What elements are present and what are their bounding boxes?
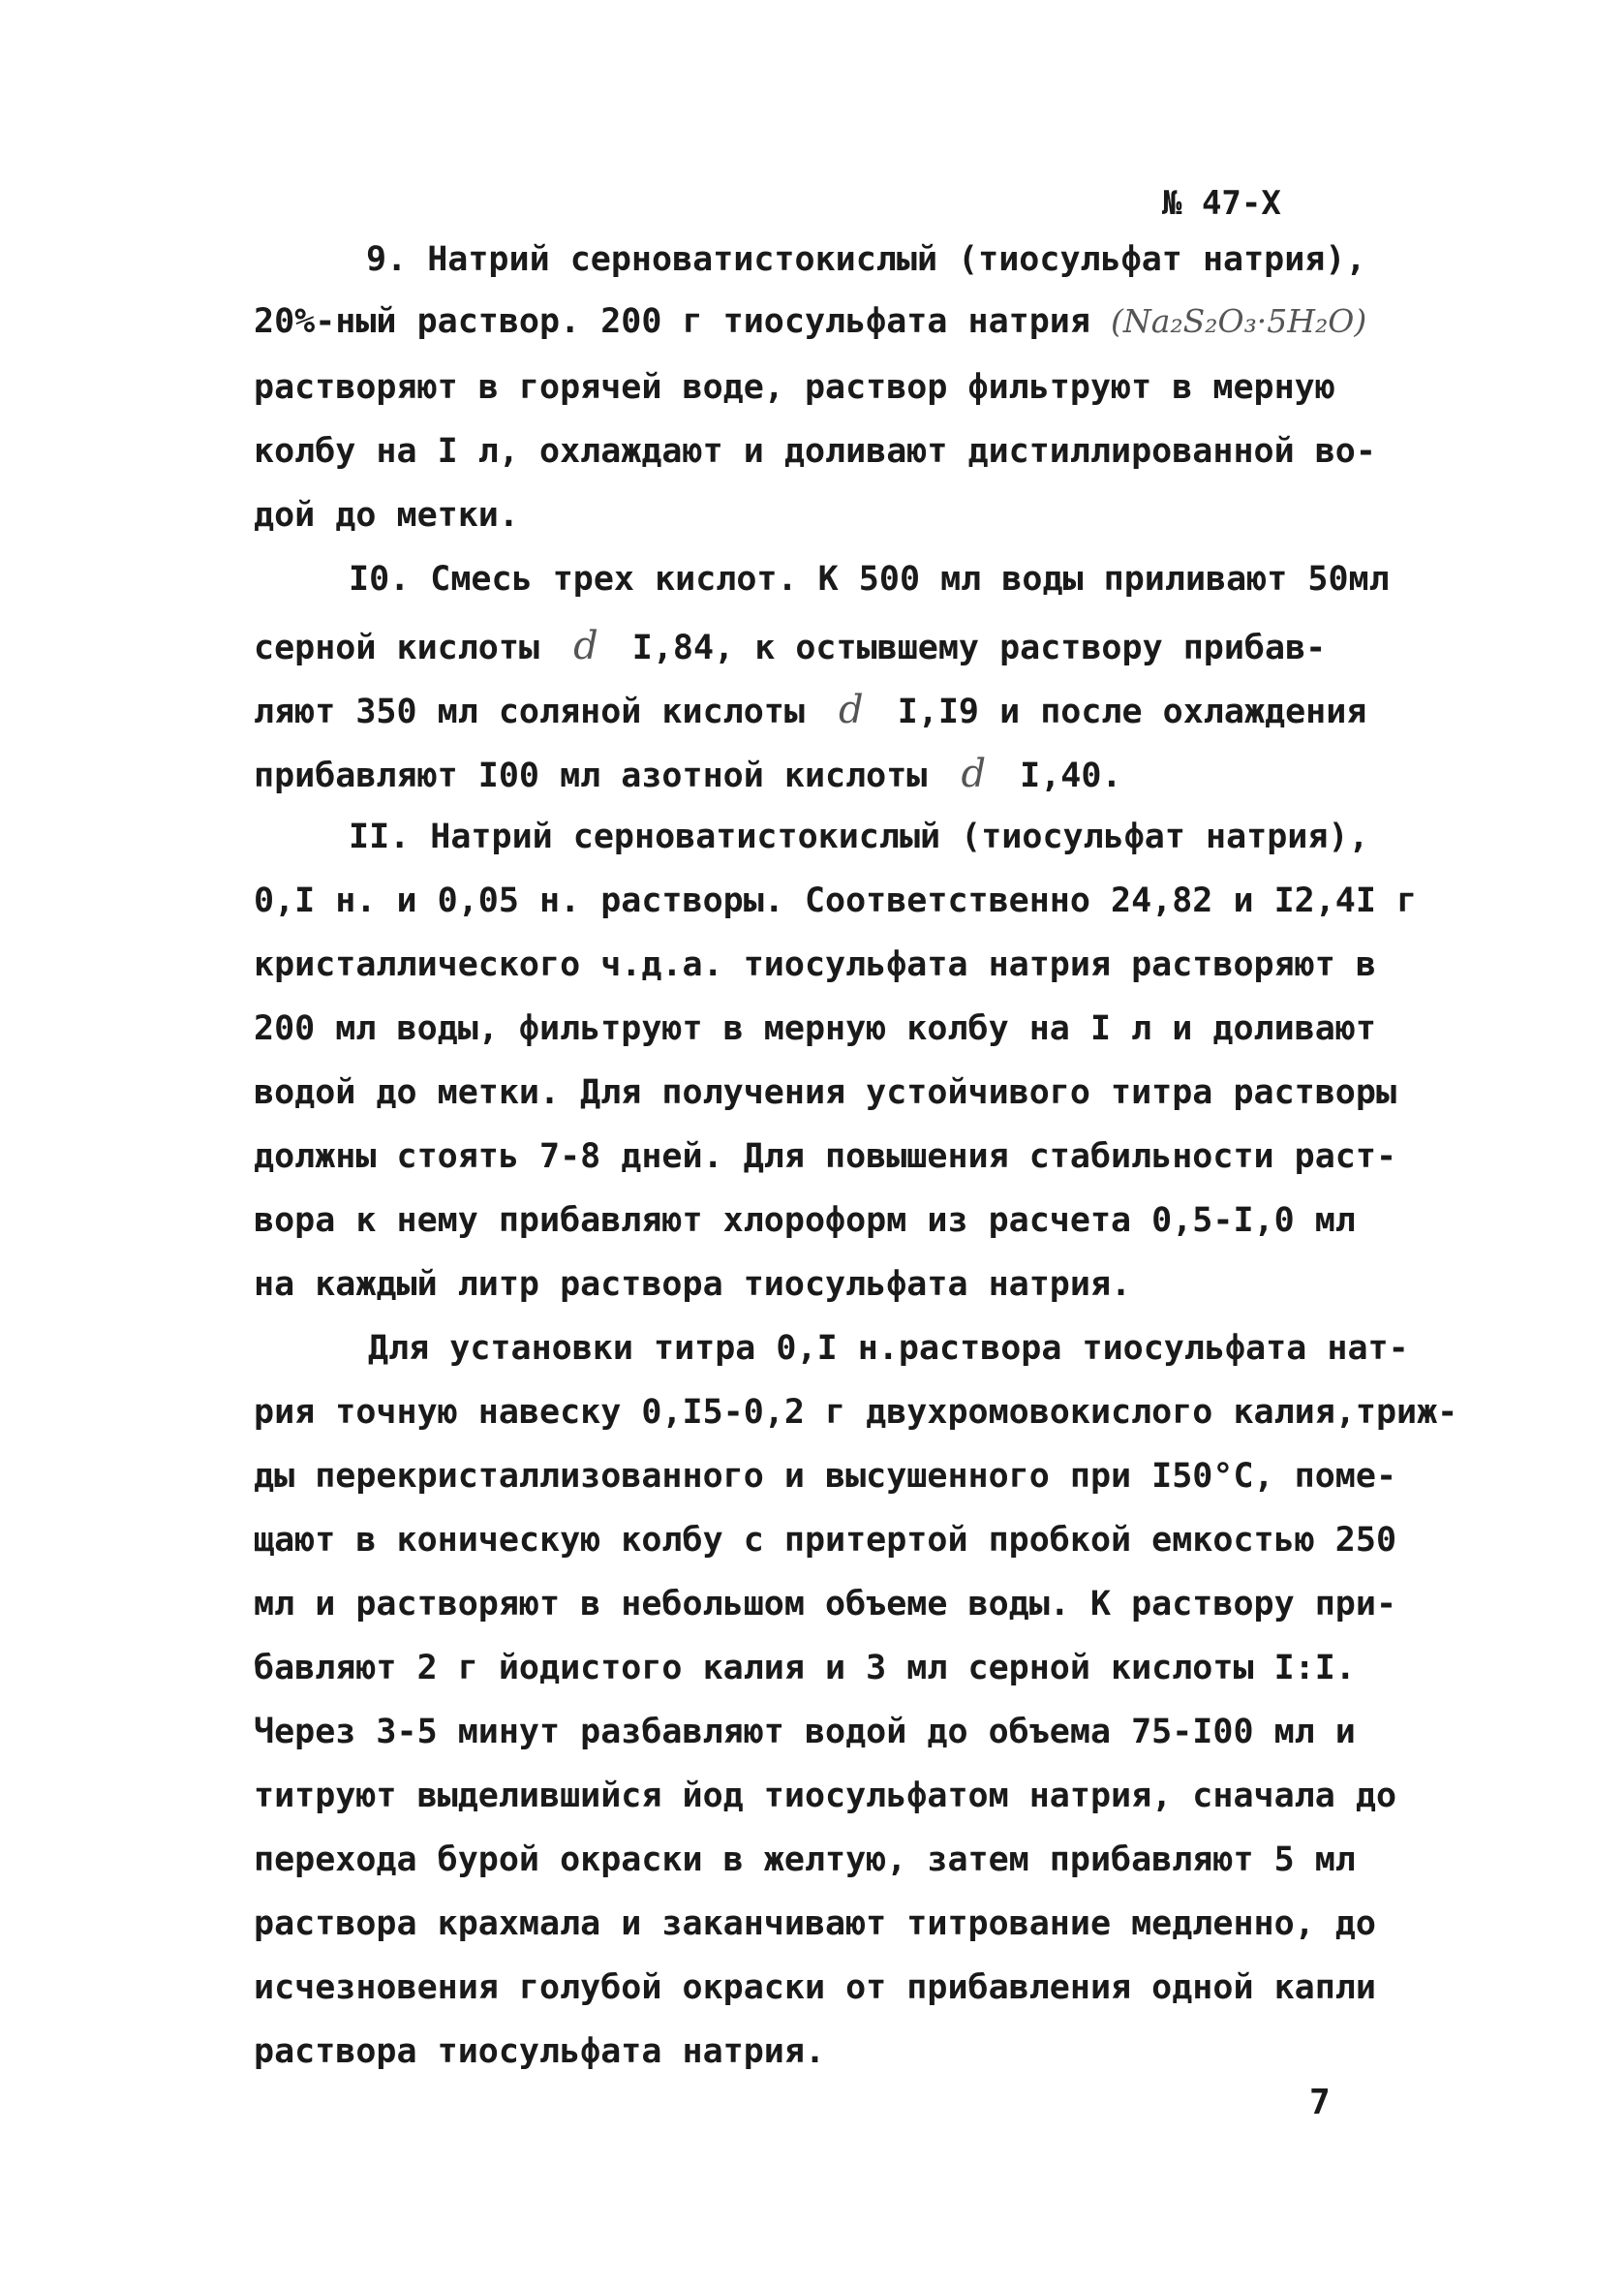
paragraph-9-line-3: растворяют в горячей воде, раствор фильтруют в мерную bbox=[254, 368, 1335, 407]
paragraph-10-line-2 bbox=[254, 624, 1326, 668]
paragraph-10-line-3-text-a: ляют 350 мл соляной кислоты bbox=[254, 693, 805, 731]
paragraph-12-line-4: щают в коническую колбу с притертой пробкой емкостью 250 bbox=[254, 1521, 1397, 1560]
paragraph-11-line-4: 200 мл воды, фильтруют в мерную колбу на I л и доливают bbox=[254, 1009, 1376, 1048]
paragraph-10-line-3 bbox=[254, 688, 1366, 732]
paragraph-10-line-3-text-b: I,I9 и после охлаждения bbox=[897, 693, 1367, 731]
paragraph-11-line-1: II. Натрий серноватистокислый (тиосульфат натрия), bbox=[349, 818, 1369, 856]
paragraph-11-line-3: кристаллического ч.д.а. тиосульфата натрия растворяют в bbox=[254, 945, 1376, 984]
paragraph-9-line-4: колбу на I л, охлаждают и доливают дистиллированной во- bbox=[254, 432, 1376, 471]
paragraph-9-line-2-text: 20%-ный раствор. 200 г тиосульфата натрия bbox=[254, 302, 1090, 341]
sodium-thiosulfate-formula: (Na₂S₂O₃·5H₂O) bbox=[1111, 302, 1367, 340]
paragraph-11-line-8: на каждый литр раствора тиосульфата натрия. bbox=[254, 1265, 1132, 1304]
paragraph-11-line-2: 0,I н. и 0,05 н. растворы. Соответственно 24,82 и I2,4I г bbox=[254, 881, 1418, 920]
paragraph-12-line-5: мл и растворяют в небольшом объеме воды. К раствору при- bbox=[254, 1585, 1397, 1623]
paragraph-12-line-10: раствора крахмала и заканчивают титрование медленно, до bbox=[254, 1904, 1376, 1943]
density-symbol: d bbox=[573, 624, 598, 668]
paragraph-10-line-4-text-b: I,40. bbox=[1020, 757, 1122, 795]
paragraph-11-line-5: водой до метки. Для получения устойчивого титра растворы bbox=[254, 1073, 1397, 1112]
paragraph-12-line-7: Через 3-5 минут разбавляют водой до объема 75-I00 мл и bbox=[254, 1713, 1356, 1751]
paragraph-10-line-2-text-b: I,84, к остывшему раствору прибав- bbox=[631, 629, 1327, 667]
paragraph-12-line-11: исчезновения голубой окраски от прибавления одной капли bbox=[254, 1968, 1376, 2007]
page-number: 7 bbox=[1309, 2083, 1331, 2122]
paragraph-10-line-4-text-a: прибавляют I00 мл азотной кислоты bbox=[254, 757, 928, 795]
density-symbol: d bbox=[839, 688, 864, 732]
density-symbol: d bbox=[961, 752, 987, 796]
paragraph-9-line-2 bbox=[254, 302, 1366, 341]
paragraph-11-line-6: должны стоять 7-8 дней. Для повышения стабильности раст- bbox=[254, 1137, 1397, 1176]
paragraph-12-line-8: титруют выделившийся йод тиосульфатом натрия, сначала до bbox=[254, 1777, 1397, 1815]
paragraph-10-line-1: I0. Смесь трех кислот. К 500 мл воды приливают 50мл bbox=[349, 560, 1390, 599]
paragraph-10-line-4 bbox=[254, 752, 1122, 796]
paragraph-12-line-9: перехода бурой окраски в желтую, затем прибавляют 5 мл bbox=[254, 1840, 1356, 1879]
paragraph-12-line-6: бавляют 2 г йодистого калия и 3 мл серной кислоты I:I. bbox=[254, 1649, 1356, 1687]
paragraph-11-line-7: вора к нему прибавляют хлороформ из расчета 0,5-I,0 мл bbox=[254, 1201, 1356, 1240]
paragraph-12-line-12: раствора тиосульфата натрия. bbox=[254, 2032, 826, 2071]
paragraph-12-line-3: ды перекристаллизованного и высушенного при I50°С, поме- bbox=[254, 1457, 1397, 1496]
paragraph-10-line-2-text-a: серной кислоты bbox=[254, 629, 540, 667]
document-number: № 47-Х bbox=[1162, 184, 1281, 223]
paragraph-12-line-1: Для установки титра 0,I н.раствора тиосульфата нат- bbox=[368, 1329, 1409, 1368]
paragraph-12-line-2: рия точную навеску 0,I5-0,2 г двухромовокислого калия,триж- bbox=[254, 1393, 1458, 1432]
paragraph-9-line-1: 9. Натрий серноватистокислый (тиосульфат натрия), bbox=[366, 240, 1366, 279]
paragraph-9-line-5: дой до метки. bbox=[254, 496, 519, 535]
